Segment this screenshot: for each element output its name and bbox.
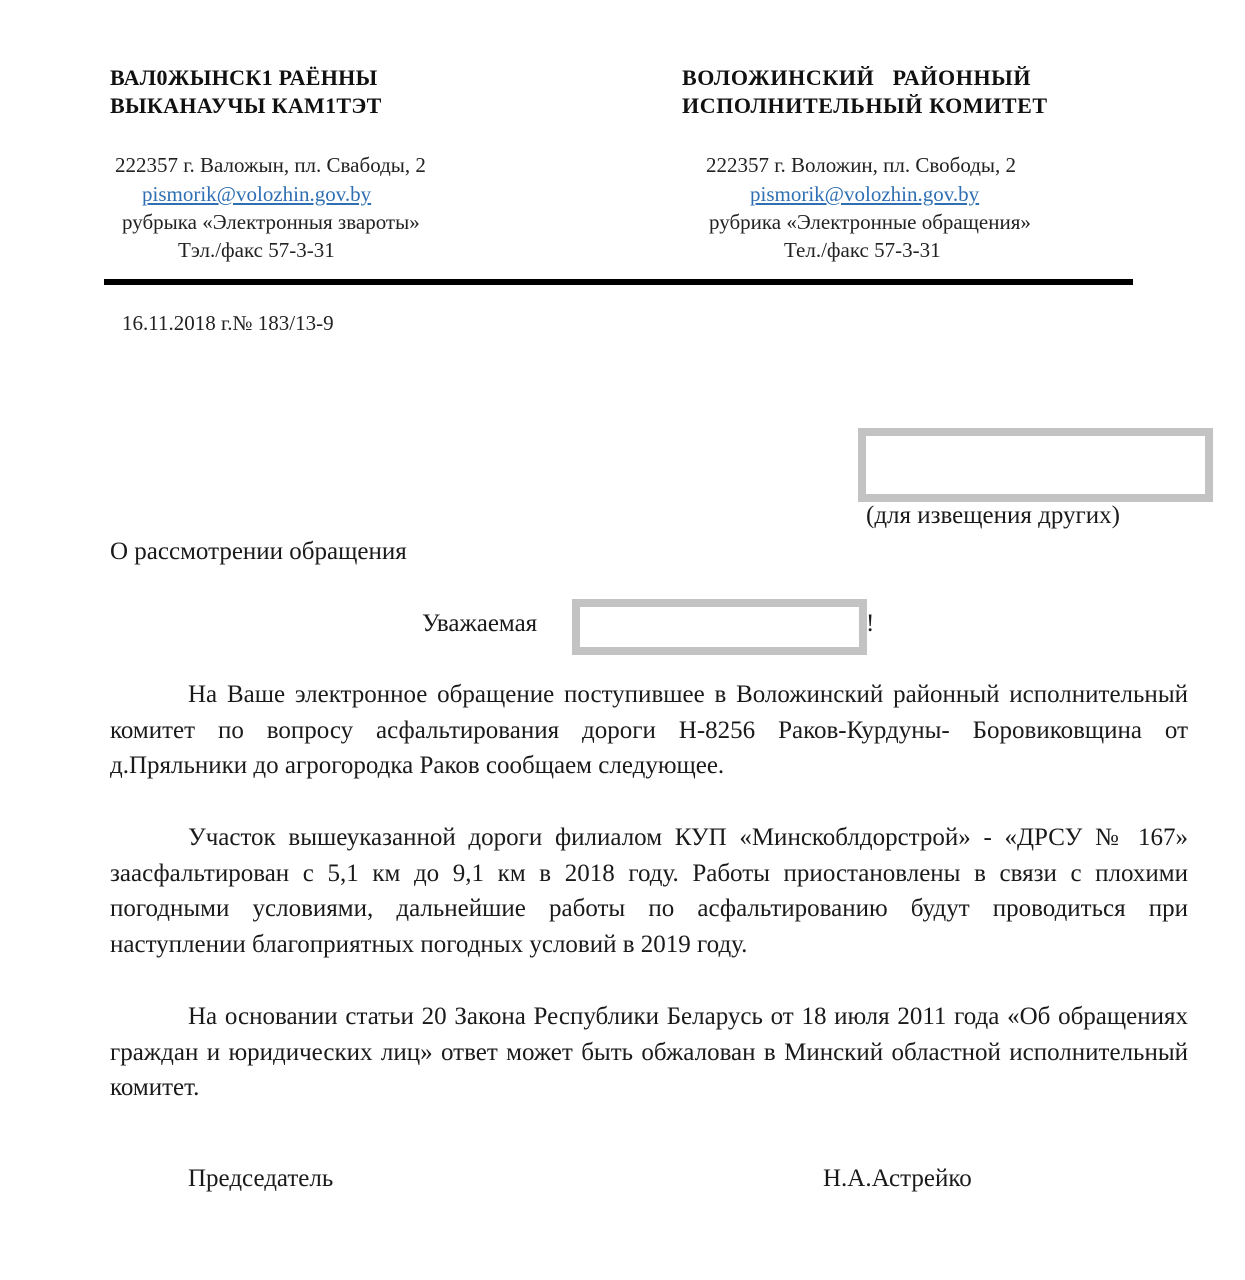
redacted-name-box: [572, 599, 867, 655]
body-paragraph-3: На основании статьи 20 Закона Республики Беларусь от 18 июля 2011 года «Об обращениях граждан и юридических лиц» ответ может быть обжалован в Минский областной исполнительный комитет.: [110, 1003, 1188, 1102]
header-left-rubric: рубрыка «Электронныя звароты»: [122, 210, 420, 234]
header-right-rubric: рубрика «Электронные обращения»: [709, 210, 1031, 234]
header-right-address: 222357 г. Воложин, пл. Свободы, 2: [706, 153, 1017, 177]
header-right-title-line1: ВОЛОЖИНСКИЙ РАЙОННЫЙ: [682, 65, 1032, 90]
header-left-title: [110, 64, 382, 120]
header-left-address: 222357 г. Валожын, пл. Свабоды, 2: [115, 153, 426, 177]
header-left-email-link[interactable]: pismorik@volozhin.gov.by: [142, 182, 372, 206]
salutation: Уважаемая: [422, 610, 538, 637]
registration-number: 16.11.2018 г.№ 183/13-9: [122, 311, 334, 335]
recipient-note: (для извещения других): [866, 502, 1120, 529]
header-right-title: [682, 64, 1048, 120]
signature-position: Председатель: [188, 1165, 334, 1192]
letter-subject: О рассмотрении обращения: [110, 538, 407, 565]
header-left-title-line1: ВАЛ0ЖЫНСК1 РАЁННЫ: [110, 65, 378, 90]
header-left-email-wrap: [142, 180, 371, 208]
signature-name: Н.А.Астрейко: [823, 1165, 972, 1192]
body-paragraph-2: Участок вышеуказанной дороги филиалом КУП «Минскоблдорстрой» - «ДРСУ № 167» заасфальтирован с 5,1 км до 9,1 км в 2018 году. Работы приостановлены в связи с плохими погодными условиями, дальнейшие работы по асфальтированию будут проводиться при наступлении благоприятных погодных условий в 2019 году.: [110, 824, 1188, 958]
header-right-phone: Тел./факс 57-3-31: [784, 238, 941, 262]
body-paragraph-1: На Ваше электронное обращение поступившее в Воложинский районный исполнительный комитет по вопросу асфальтирования дороги Н-8256 Раков-Курдуны- Боровиковщина от д.Пряльники до агрогородка Раков сообщаем следующее.: [110, 681, 1188, 780]
header-left-title-line2: ВЫКАНАУЧЫ КАМ1ТЭТ: [110, 93, 382, 118]
redacted-recipient-box: [858, 428, 1213, 502]
header-right-email-link[interactable]: pismorik@volozhin.gov.by: [750, 182, 980, 206]
header-left-phone: Тэл./факс 57-3-31: [178, 238, 335, 262]
header-divider: [104, 279, 1133, 285]
header-right-email-wrap: [750, 180, 979, 208]
salutation-exclamation: !: [866, 610, 875, 637]
header-right-title-line2: ИСПОЛНИТЕЛЬНЫЙ КОМИТЕТ: [682, 93, 1048, 118]
